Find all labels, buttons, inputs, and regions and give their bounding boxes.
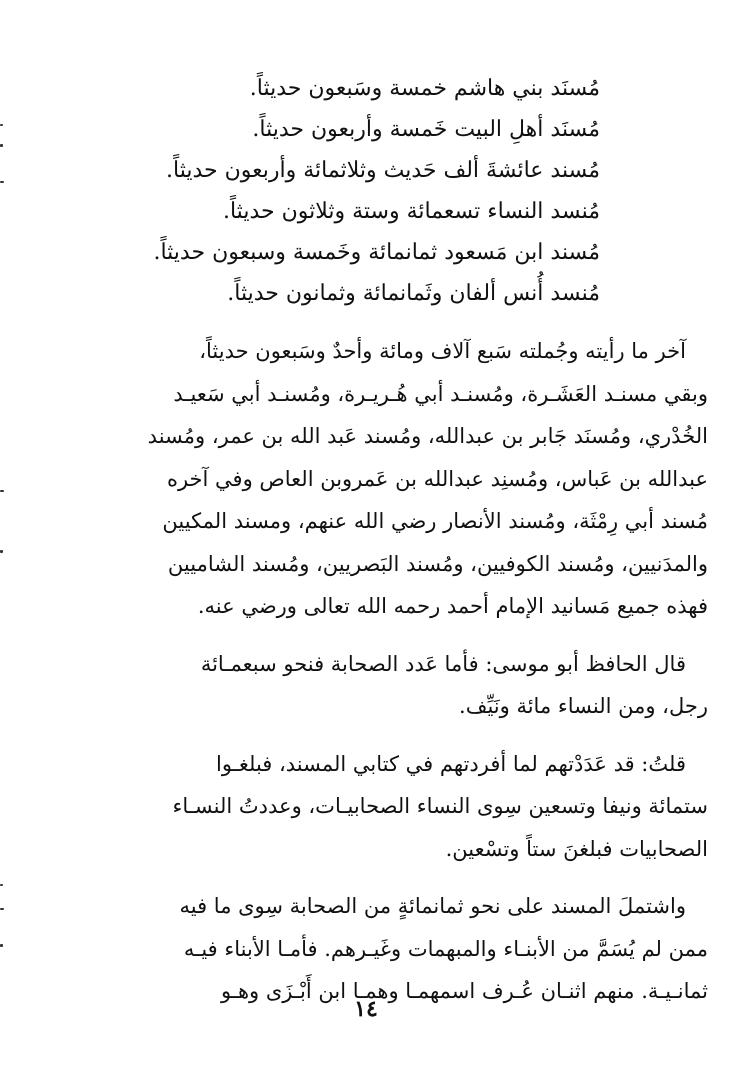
scan-mark (0, 944, 3, 947)
text-line: قال الحافظ أبو موسى: فأما عَدد الصحابة فنحو سبعمـائة (200, 651, 686, 676)
paragraph (88, 885, 708, 1013)
text-line: الصحابيات فبلغنَ ستاً وتسْعين. (445, 836, 708, 861)
scan-mark (0, 144, 3, 147)
text-line: ثمانـيـة. منهم اثنـان عُـرف اسمهمـا وهمـا ابن أَبْـزَى وهـو (220, 979, 708, 1003)
text-line: واشتملَ المسند على نحو ثمانمائةٍ من الصحابة سِوى ما فيه (179, 894, 686, 918)
scan-mark (0, 181, 4, 183)
text-line: ستمائة ونيفا وتسعين سِوى النساء الصحابيـات، وعددتُ النسـاء (172, 794, 708, 818)
stat-line: مُسنَد أهلِ البيت خَمسة وأربعون حديثاً. (252, 117, 600, 142)
scan-mark (0, 908, 4, 910)
text-line: الخُدْري، ومُسنَد جَابر بن عبدالله، ومُسند عَبد الله بن عمر، ومُسند (147, 424, 708, 448)
paragraph (88, 330, 708, 628)
text-line: قلتُ: قد عَدَدْتهم لما أفردتهم في كتابي المسند، فبلغـوا (216, 751, 686, 776)
musnad-statistics-list (140, 68, 600, 314)
text-line: ممن لم يُسَمَّ من الأبنـاء والمبهمات وغَيـرهم. فأمـا الأبناء فيـه (183, 936, 708, 961)
stat-line: مُسند عائشةَ ألف حَديث وثلاثمائة وأربعون حديثاً. (166, 158, 600, 183)
scan-mark (0, 124, 3, 126)
text-line: مُسند أبي رِمْثَة، ومُسند الأنصار رضي الله عنهم، ومسند المكيين (162, 509, 708, 533)
stat-line: مُنسد النساء تسعمائة وستة وثلاثون حديثاً. (222, 199, 600, 224)
stat-line: مُسنَد بني هاشم خمسة وسَبعون حديثاً. (249, 76, 600, 101)
text-line: عبدالله بن عَباس، ومُسنِد عبدالله بن عَمروبن العاص وفي آخره (166, 466, 708, 491)
text-line: والمدَنيين، ومُسند الكوفيين، ومُسند البَصريين، ومُسند الشاميين (167, 551, 708, 576)
text-line: رجل، ومن النساء مائة ونَيِّف. (459, 694, 708, 718)
paragraph (88, 743, 708, 871)
scan-mark (0, 884, 3, 886)
scan-mark (0, 490, 4, 492)
text-line: فهذه جميع مَسانيد الإمام أحمد رحمه الله تعالى ورضي عنه. (197, 594, 708, 618)
scan-mark (0, 550, 3, 553)
paragraph (88, 643, 708, 728)
stat-line: مُسند ابن مَسعود ثمانمائة وخَمسة وسبعون حديثاً. (153, 240, 600, 265)
text-line: آخر ما رأيته وجُملته سَبع آلاف ومائة وأحدٌ وسَبعون حديثاً، (199, 339, 686, 363)
body-text (88, 330, 708, 1028)
page-number: ١٤ (354, 996, 378, 1022)
stat-line: مُنسد أُنس ألفان وثَمانمائة وثمانون حديثاً. (227, 281, 600, 306)
text-line: وبقي مسنـد العَشَـرة، ومُسنـد أبي هُـريـرة، ومُسنـد أبي سَعيـد (173, 381, 708, 406)
